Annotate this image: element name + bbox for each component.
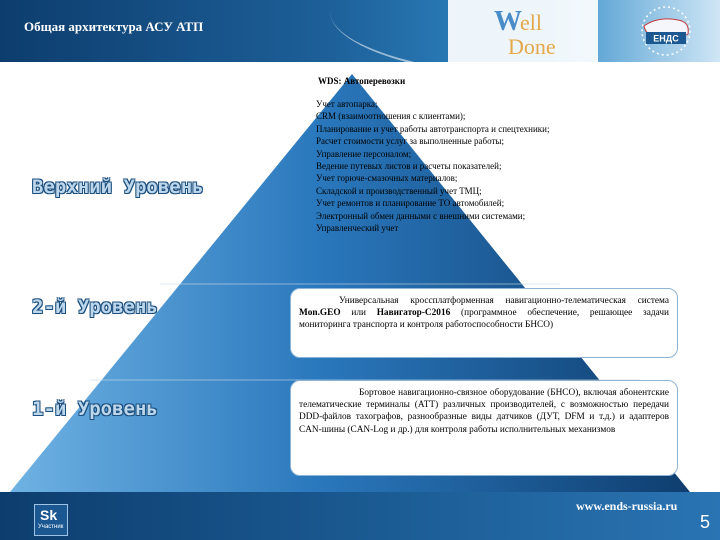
mon-geo-label: Mon.GEO (299, 308, 341, 319)
slide-title: Общая архитектура АСУ АТП (24, 19, 204, 34)
page-number: 5 (700, 512, 711, 532)
list-item: Учет горюче-смазочных материалов; (316, 173, 458, 184)
second-text-end: (программное обеспечение, решающее задачи мониторинга транспорта и контроля работоспособности БНСО) (299, 308, 669, 331)
list-item: Управление персоналом; (316, 148, 412, 159)
welldone-logo (490, 4, 580, 58)
top-level-list (316, 98, 688, 234)
list-item: Складской и производственный учет ТМЦ; (316, 185, 482, 196)
navigator-label: Навигатор-С2016 (376, 308, 451, 319)
second-level-box (290, 288, 678, 358)
list-item: Управленческий учет (316, 223, 399, 234)
website-link[interactable]: www.ends-russia.ru (576, 499, 678, 513)
list-item: Ведение путевых листов и расчеты показателей; (316, 161, 502, 172)
ends-logo (618, 4, 714, 58)
sk-logo-text: Sk (40, 507, 58, 523)
second-or: или (351, 308, 366, 319)
list-item: CRM (взаимоотношения с клиентами); (316, 111, 466, 122)
first-level-box (290, 380, 678, 476)
ends-badge-text: ЕНДС (653, 33, 679, 44)
svg-text:W: W (494, 6, 522, 37)
list-item: Учет автопарка; (316, 99, 378, 109)
list-item: Учет ремонтов и планирование ТО автомобилей; (316, 198, 505, 209)
skolkovo-logo (34, 504, 68, 536)
sk-logo-subtext: Участник (38, 524, 64, 530)
level-label-second: 2-й Уровень (32, 296, 158, 318)
list-item: Планирование и учет работы автотранспорта и спецтехники; (316, 123, 550, 134)
list-item: Электронный обмен данными с внешними системами; (316, 210, 526, 221)
level-label-first: 1-й Уровень (32, 398, 158, 420)
level-label-top: Верхний Уровень (32, 176, 204, 198)
list-item: Расчет стоимости услуг за выполненные работы; (316, 136, 504, 147)
svg-text:ell: ell (520, 10, 542, 35)
svg-text:Done: Done (508, 34, 556, 58)
first-level-text: Бортовое навигационно-связное оборудование (БНСО), включая абонентские телематические терминалы (АТТ) различных производителей, с возможностью передачи DDD-файлов тахографов, разнообразные виды датчиков (ДУТ, DFM и т.д.) и адаптеров CAN-шины (CAN-Log и др.) для контроля работы исполнительных механизмов (299, 388, 669, 435)
second-text-start: Универсальная кроссплатформенная навигационно-телематическая система (339, 296, 669, 306)
wds-heading: WDS: Автоперевозки (318, 76, 406, 86)
